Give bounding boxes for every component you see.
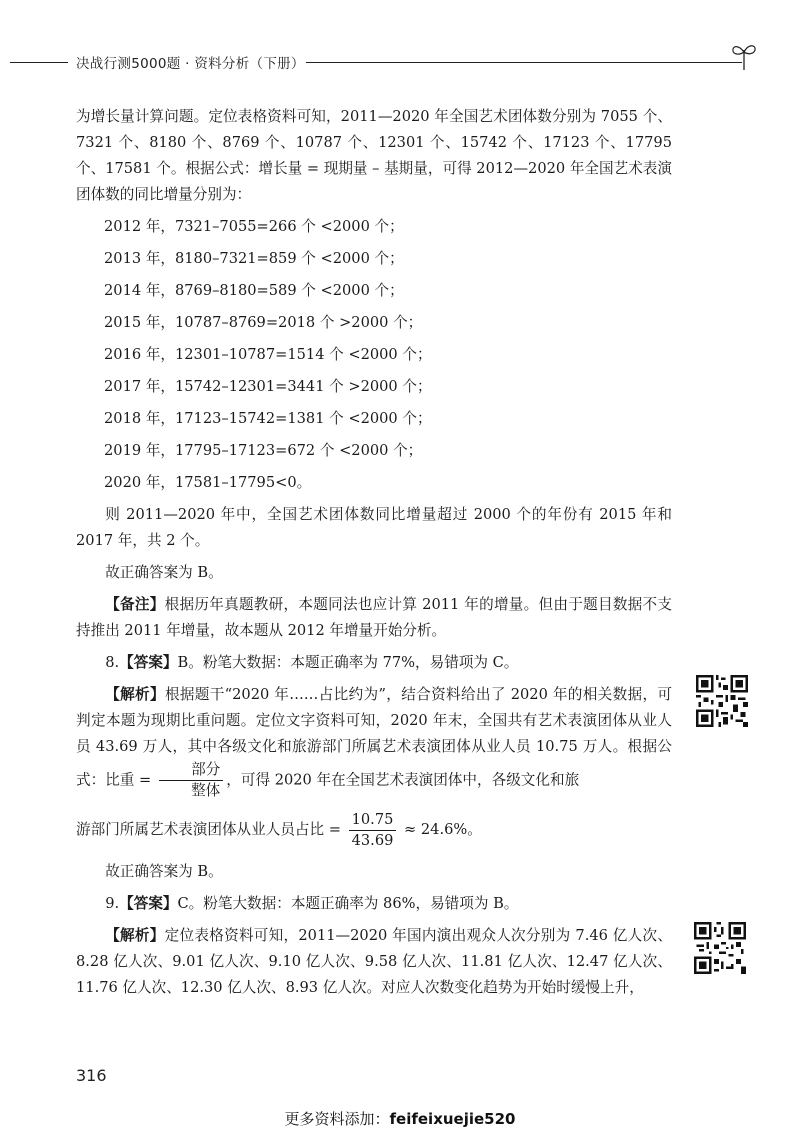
explanation-label: 【解析】 [105, 927, 165, 944]
fraction-denominator: 整体 [191, 782, 221, 799]
footer-watermark [0, 1108, 800, 1129]
calc-line: 2012 年，7321–7055=266 个 <2000 个； [104, 218, 404, 235]
calc-line: 2014 年，8769–8180=589 个 <2000 个； [104, 282, 404, 299]
page-number: 316 [76, 1066, 107, 1085]
fraction-denominator: 43.69 [351, 831, 394, 849]
q8-explanation-text: 根据题干“2020 年……占比约为”，结合资料给出了 2020 年的相关数据，可判定本题为现期比重问题。定位文字资料可知，2020 年末，全国共有艺术表演团体从业人员 43.69 万人，其中各级文化和旅游部门所属艺术表演团体从业人员 10.75 万人。根据公式：比重 = [76, 686, 672, 789]
q8-answer [76, 650, 672, 676]
note-text: 根据历年真题教研，本题同法也应计算 2011 年的增量。但由于题目数据不支持推出 2011 年增量，故本题从 2012 年增量开始分析。 [76, 596, 672, 639]
q9-answer [76, 891, 672, 917]
q9-answer-text: C。粉笔大数据：本题正确率为 86%，易错项为 B。 [177, 895, 519, 912]
q8-formula-line [76, 807, 672, 853]
paragraph-intro: 为增长量计算问题。定位表格资料可知，2011—2020 年全国艺术团体数分别为 7055 个、7321 个、8180 个、8769 个、10787 个、12301 个、15742 个、17123 个、17795 个、17581 个。根据公式：增长量 = 现期量 – 基期量，可得 2012—2020 年全国艺术表演团体数的同比增量分别为： [76, 108, 672, 203]
q8-explanation-text-2: ，可得 2020 年在全国艺术表演团体中，各级文化和旅 [226, 771, 580, 789]
qr-code-icon[interactable] [694, 922, 746, 974]
calc-line: 2020 年，17581–17795<0。 [104, 474, 312, 491]
fraction-numerator: 部分 [159, 760, 223, 781]
q8-number: 8. [105, 654, 120, 671]
header-rule-left [10, 62, 68, 63]
q9-explanation [76, 923, 672, 1001]
calc-line: 2015 年，10787–8769=2018 个 >2000 个； [104, 314, 423, 331]
calc-line: 2019 年，17795–17123=672 个 <2000 个； [104, 442, 423, 459]
answer-label: 【答案】 [119, 895, 178, 912]
paragraph-conclusion: 则 2011—2020 年中，全国艺术团体数同比增量超过 2000 个的年份有 2015 年和 2017 年，共 2 个。 [76, 506, 672, 549]
calc-line: 2016 年，12301–10787=1514 个 <2000 个； [104, 346, 432, 363]
header-rule-right [306, 62, 742, 63]
q8-explanation [76, 682, 672, 801]
fraction-ratio [349, 810, 397, 851]
note-paragraph [76, 592, 672, 644]
answer-line: 故正确答案为 B。 [105, 564, 223, 581]
calc-line: 2013 年，8180–7321=859 个 <2000 个； [104, 250, 404, 267]
answer-line: 故正确答案为 B。 [105, 863, 223, 880]
calc-line: 2018 年，17123–15742=1381 个 <2000 个； [104, 410, 432, 427]
footer-prefix: 更多资料添加： [284, 1110, 390, 1128]
q8-answer-text: B。粉笔大数据：本题正确率为 77%，易错项为 C。 [177, 654, 519, 671]
page-body [76, 104, 672, 1007]
book-title: 决战行测5000题 · 资料分析（下册） [76, 56, 305, 72]
fraction-numerator: 10.75 [349, 810, 397, 831]
q9-explanation-text: 定位表格资料可知，2011—2020 年国内演出观众人次分别为 7.46 亿人次、8.28 亿人次、9.01 亿人次、9.10 亿人次、9.58 亿人次、11.81 亿人次、12.47 亿人次、11.76 亿人次、12.30 亿人次、8.93 亿人次。对应人次数变化趋势为开始时缓慢上升， [76, 927, 672, 996]
qr-code-icon[interactable] [696, 675, 748, 727]
calc-line: 2017 年，15742–12301=3441 个 >2000 个； [104, 378, 432, 395]
sprout-icon [730, 40, 758, 72]
q9-number: 9. [105, 895, 120, 912]
footer-handle: feifeixuejie520 [389, 1110, 516, 1128]
note-label: 【备注】 [105, 596, 165, 613]
answer-label: 【答案】 [119, 654, 178, 671]
q8-formula-result: ≈ 24.6%。 [404, 821, 482, 838]
fraction-part-whole [159, 760, 223, 801]
running-header [0, 50, 800, 74]
explanation-label: 【解析】 [105, 686, 165, 703]
q8-formula-prefix: 游部门所属艺术表演团体从业人员占比 = [76, 821, 341, 838]
